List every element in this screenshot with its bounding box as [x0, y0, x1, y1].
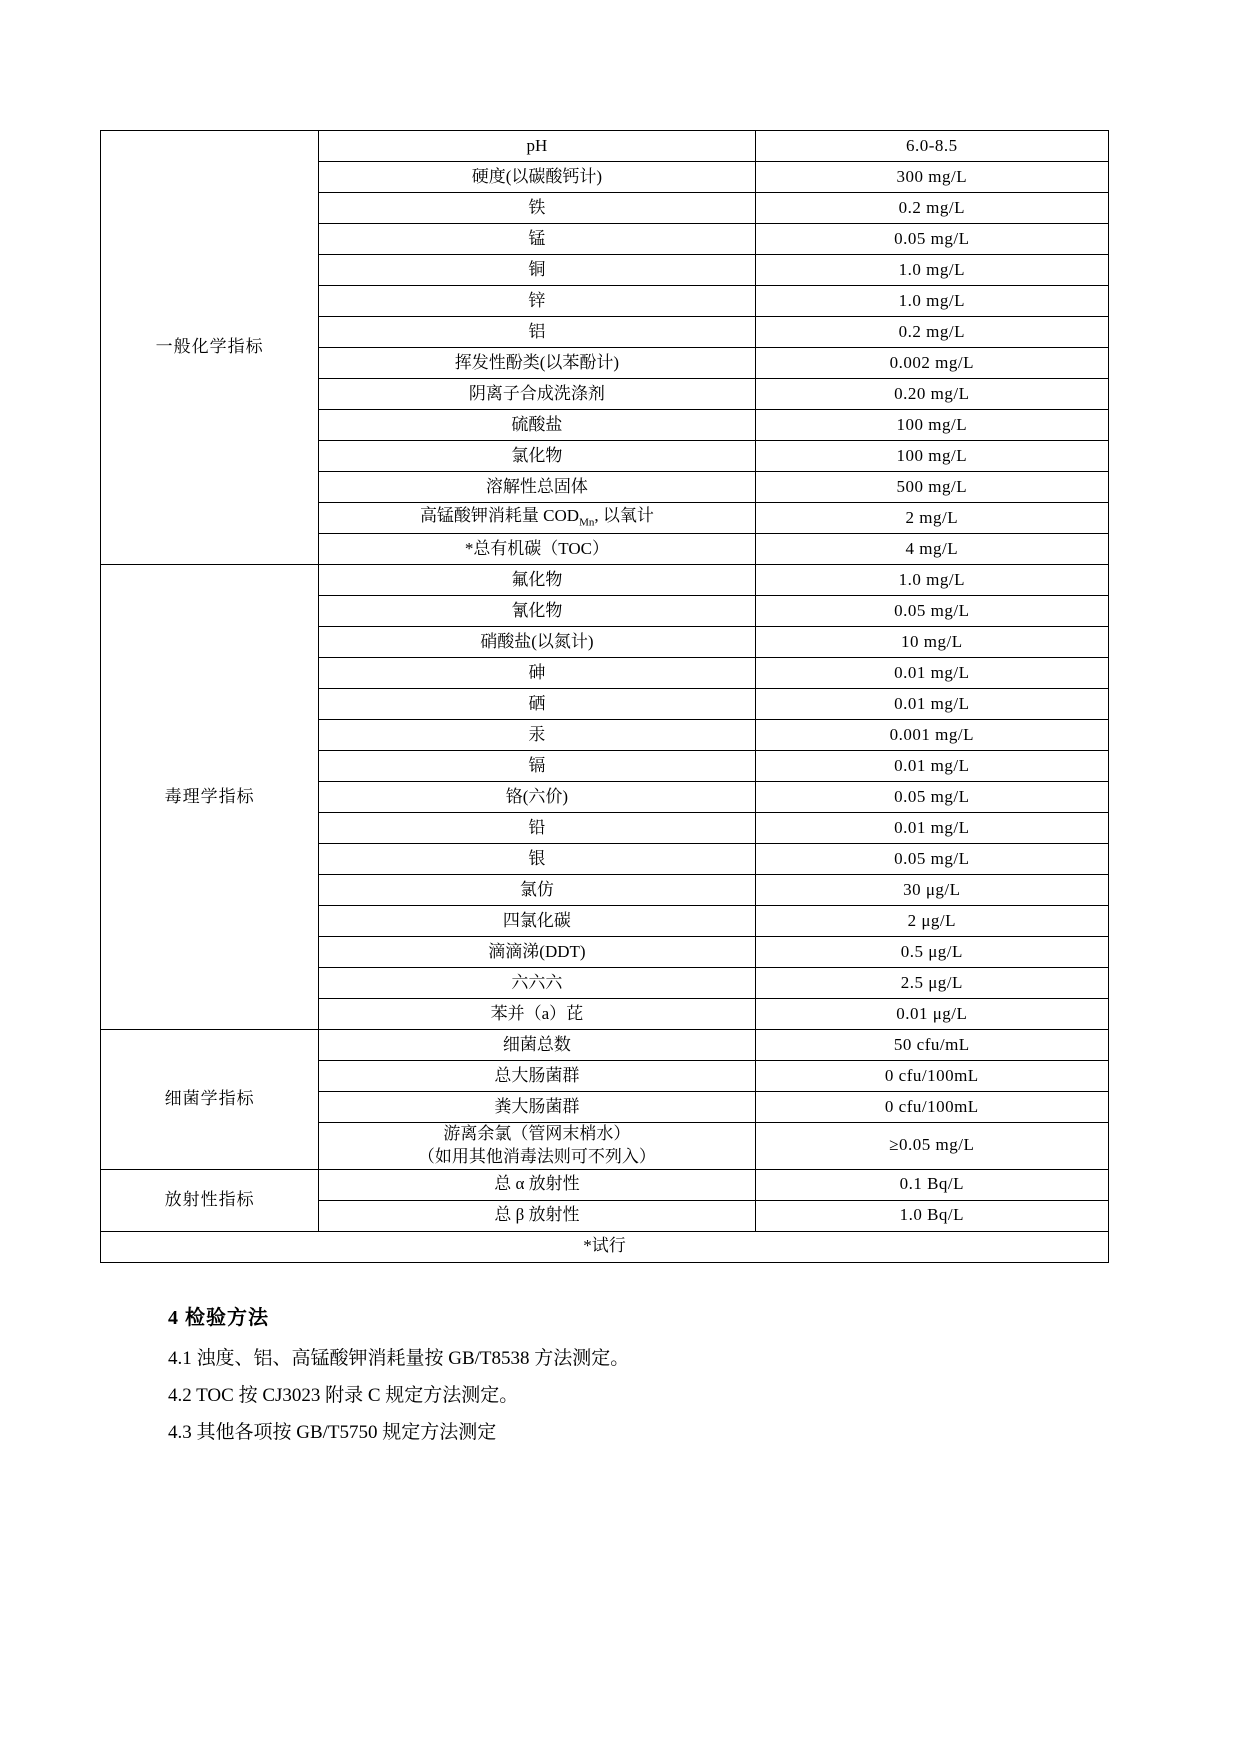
item-cell: 挥发性酚类(以苯酚计)	[319, 348, 755, 379]
limit-cell: 0.2 mg/L	[755, 193, 1108, 224]
item-cell: 氯化物	[319, 441, 755, 472]
limit-cell: 0.01 mg/L	[755, 658, 1108, 689]
item-cell: 硝酸盐(以氮计)	[319, 627, 755, 658]
item-cell: 铝	[319, 317, 755, 348]
table-footnote-row	[101, 1231, 1109, 1262]
item-cell-cod	[319, 503, 755, 534]
category-cell-radioactivity: 放射性指标	[101, 1169, 319, 1231]
category-cell-toxicology: 毒理学指标	[101, 565, 319, 1030]
section-line-4-1: 4.1 浊度、铝、高锰酸钾消耗量按 GB/T8538 方法测定。	[168, 1347, 630, 1369]
limit-cell: 6.0-8.5	[755, 131, 1108, 162]
limit-cell: 0.01 μg/L	[755, 999, 1108, 1030]
section-4	[100, 1299, 1129, 1451]
item-cell: 银	[319, 844, 755, 875]
item-cell: 溶解性总固体	[319, 472, 755, 503]
item-cell-residual-chlorine	[319, 1123, 755, 1170]
limit-cell: 1.0 mg/L	[755, 255, 1108, 286]
limit-cell: 0.01 mg/L	[755, 751, 1108, 782]
item-cell: 滴滴涕(DDT)	[319, 937, 755, 968]
limit-cell: 4 mg/L	[755, 534, 1108, 565]
table-body	[101, 131, 1109, 1263]
section-line-4-2: 4.2 TOC 按 CJ3023 附录 C 规定方法测定。	[168, 1384, 519, 1406]
item-cell: 铜	[319, 255, 755, 286]
section-line-4-3: 4.3 其他各项按 GB/T5750 规定方法测定	[168, 1421, 497, 1443]
limit-cell: 300 mg/L	[755, 162, 1108, 193]
item-cell: *总有机碳（TOC）	[319, 534, 755, 565]
table-row	[101, 131, 1109, 162]
item-cell: 硬度(以碳酸钙计)	[319, 162, 755, 193]
table-row	[101, 565, 1109, 596]
item-cell: 总大肠菌群	[319, 1061, 755, 1092]
item-cell: 锰	[319, 224, 755, 255]
limit-cell: 0.002 mg/L	[755, 348, 1108, 379]
limit-cell: 1.0 mg/L	[755, 565, 1108, 596]
category-cell-bacteriology: 细菌学指标	[101, 1030, 319, 1170]
item-cell: 硒	[319, 689, 755, 720]
item-cell: 氟化物	[319, 565, 755, 596]
item-cell: 四氯化碳	[319, 906, 755, 937]
item-cell: 细菌总数	[319, 1030, 755, 1061]
item-cell: 汞	[319, 720, 755, 751]
item-cell: 苯并（a）芘	[319, 999, 755, 1030]
item-cell: 锌	[319, 286, 755, 317]
limit-cell: 0.001 mg/L	[755, 720, 1108, 751]
limit-cell: 0.20 mg/L	[755, 379, 1108, 410]
table-row	[101, 1030, 1109, 1061]
item-cell: 阴离子合成洗涤剂	[319, 379, 755, 410]
limit-cell: 0.2 mg/L	[755, 317, 1108, 348]
section-heading: 4 检验方法	[168, 1306, 269, 1329]
item-cell: 镉	[319, 751, 755, 782]
limit-cell: 0.05 mg/L	[755, 224, 1108, 255]
limit-cell: 1.0 Bq/L	[755, 1200, 1108, 1231]
item-cell: 铬(六价)	[319, 782, 755, 813]
limit-cell: 0.01 mg/L	[755, 689, 1108, 720]
water-quality-table	[100, 130, 1109, 1263]
limit-cell: 0.5 μg/L	[755, 937, 1108, 968]
limit-cell: ≥0.05 mg/L	[755, 1123, 1108, 1170]
item-cell: 氯仿	[319, 875, 755, 906]
limit-cell: 50 cfu/mL	[755, 1030, 1108, 1061]
table-row	[101, 1169, 1109, 1200]
item-cell: 总 α 放射性	[319, 1169, 755, 1200]
item-cell: 硫酸盐	[319, 410, 755, 441]
limit-cell: 100 mg/L	[755, 410, 1108, 441]
item-cell: 粪大肠菌群	[319, 1092, 755, 1123]
item-cell: pH	[319, 131, 755, 162]
limit-cell: 0.1 Bq/L	[755, 1169, 1108, 1200]
limit-cell: 100 mg/L	[755, 441, 1108, 472]
limit-cell: 10 mg/L	[755, 627, 1108, 658]
item-cell: 六六六	[319, 968, 755, 999]
item-text-subscript: Mn	[579, 516, 595, 529]
limit-cell: 0 cfu/100mL	[755, 1061, 1108, 1092]
item-cell: 砷	[319, 658, 755, 689]
item-cell: 铅	[319, 813, 755, 844]
limit-cell: 0.05 mg/L	[755, 782, 1108, 813]
limit-cell: 30 μg/L	[755, 875, 1108, 906]
limit-cell: 0.05 mg/L	[755, 844, 1108, 875]
limit-cell: 500 mg/L	[755, 472, 1108, 503]
limit-cell: 2 mg/L	[755, 503, 1108, 534]
limit-cell: 1.0 mg/L	[755, 286, 1108, 317]
limit-cell: 0.05 mg/L	[755, 596, 1108, 627]
item-cell: 氰化物	[319, 596, 755, 627]
item-text-line1: 游离余氯（管网末梢水）	[443, 1124, 631, 1143]
item-text-line2: （如用其他消毒法则可不列入）	[417, 1146, 656, 1166]
limit-cell: 2 μg/L	[755, 906, 1108, 937]
item-cell: 铁	[319, 193, 755, 224]
limit-cell: 0.01 mg/L	[755, 813, 1108, 844]
table-footnote: *试行	[101, 1231, 1109, 1262]
limit-cell: 2.5 μg/L	[755, 968, 1108, 999]
item-text-suffix: , 以氧计	[594, 506, 654, 526]
item-text-prefix: 高锰酸钾消耗量 COD	[419, 506, 580, 526]
item-cell: 总 β 放射性	[319, 1200, 755, 1231]
category-cell-general-chemical: 一般化学指标	[101, 131, 319, 565]
limit-cell: 0 cfu/100mL	[755, 1092, 1108, 1123]
